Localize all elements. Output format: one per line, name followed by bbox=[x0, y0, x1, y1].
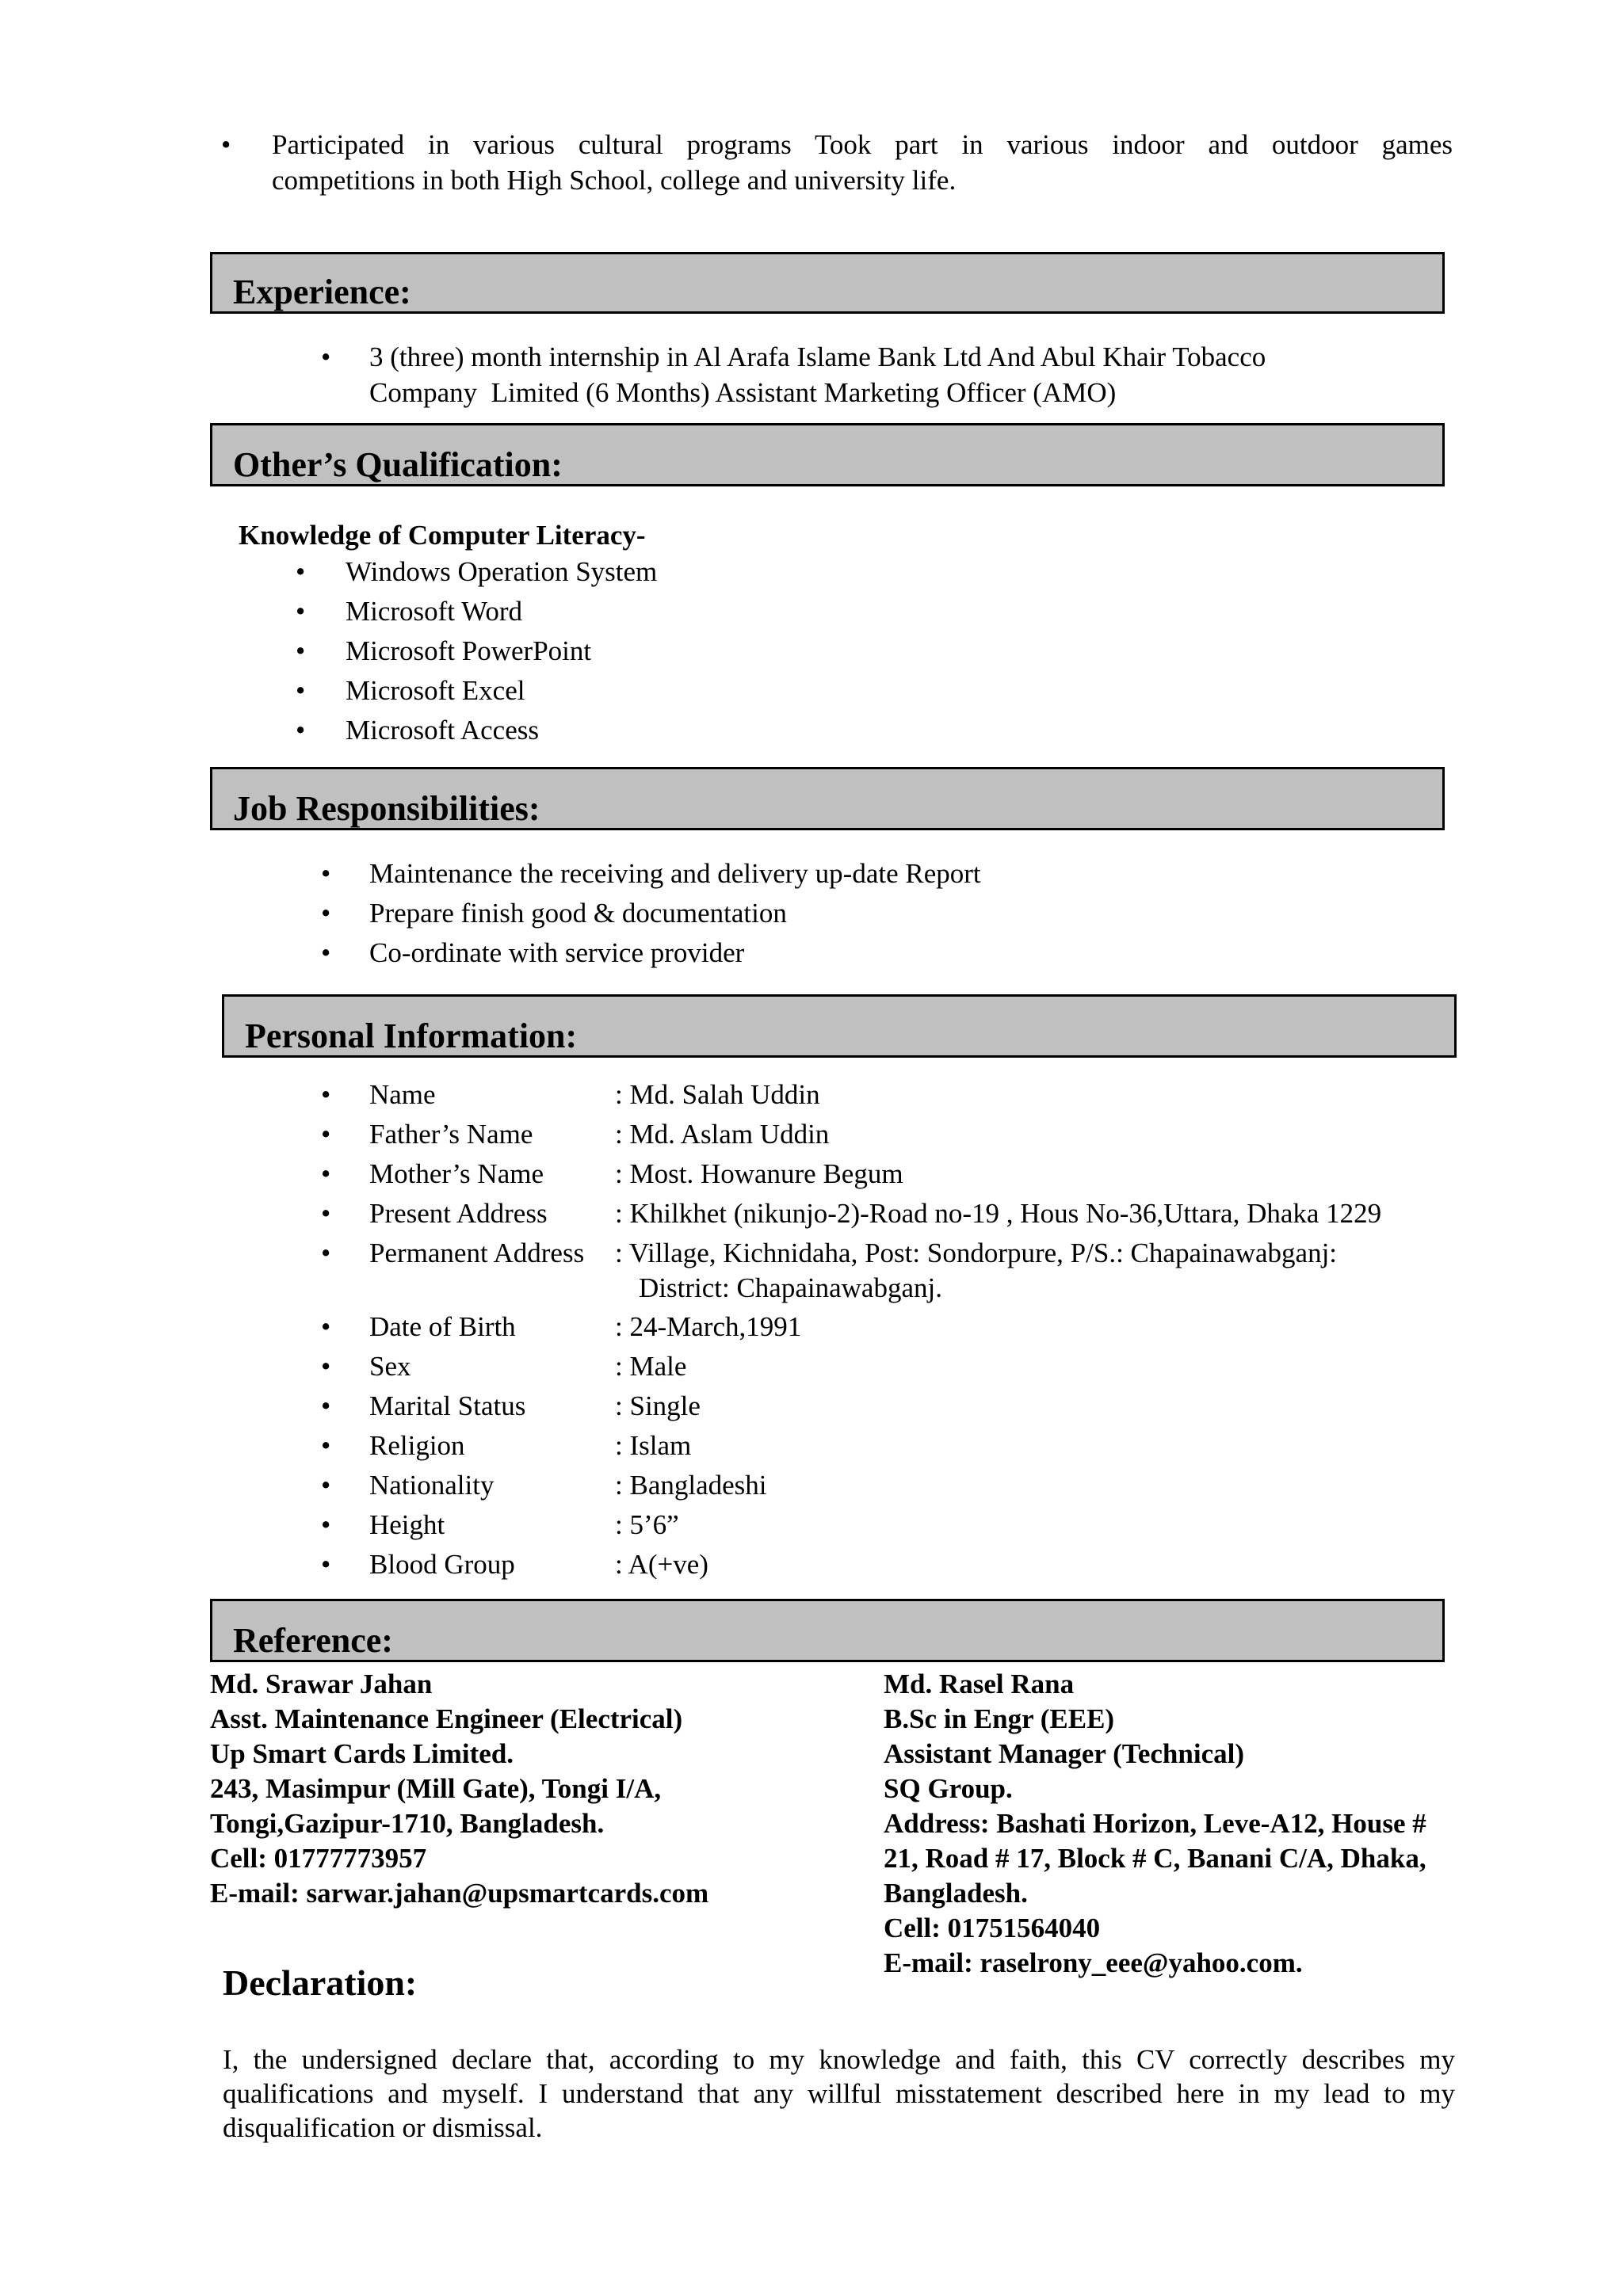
reference-left bbox=[210, 1667, 708, 1911]
experience-line-2: Company Limited (6 Months) Assistant Marketing Officer (AMO) bbox=[369, 377, 1117, 408]
reference-left-line: Cell: 01777773957 bbox=[210, 1843, 427, 1874]
job-responsibility-item-bullet: • bbox=[321, 858, 331, 889]
computer-skill-item: Microsoft Access bbox=[346, 715, 539, 746]
reference-left-line: Up Smart Cards Limited. bbox=[210, 1738, 514, 1769]
personal-info-value: : Male bbox=[615, 1351, 687, 1382]
personal-info-value: : A(+ve) bbox=[615, 1549, 708, 1580]
personal-info-label: Height bbox=[369, 1509, 445, 1540]
personal-info-bullet: • bbox=[321, 1238, 331, 1268]
computer-skill-item: Microsoft PowerPoint bbox=[346, 635, 592, 666]
personal-info-bullet: • bbox=[321, 1351, 331, 1382]
personal-title: Personal Information: bbox=[245, 1016, 578, 1055]
personal-header bbox=[222, 994, 1457, 1058]
reference-left-line: E-mail: sarwar.jahan@upsmartcards.com bbox=[210, 1878, 709, 1909]
activities-line-2: competitions in both High School, college and university life. bbox=[272, 165, 957, 196]
reference-right-line: Assistant Manager (Technical) bbox=[884, 1738, 1244, 1769]
personal-info-value: : Bangladeshi bbox=[615, 1470, 767, 1501]
personal-info-bullet: • bbox=[321, 1430, 331, 1461]
declaration-line-3: disqualification or dismissal. bbox=[223, 2112, 543, 2143]
personal-info-value: : Khilkhet (nikunjo-2)-Road no-19 , Hous No-36,Uttara, Dhaka 1229 bbox=[615, 1198, 1382, 1229]
reference-right-line: E-mail: raselrony_eee@yahoo.com. bbox=[884, 1947, 1303, 1978]
personal-info-bullet: • bbox=[321, 1549, 331, 1580]
reference-left-line: Asst. Maintenance Engineer (Electrical) bbox=[210, 1703, 683, 1734]
computer-skill-item-bullet: • bbox=[296, 596, 306, 627]
reference-right-line: Md. Rasel Rana bbox=[884, 1669, 1075, 1699]
personal-info-value: : 5’6” bbox=[615, 1509, 679, 1540]
personal-info-value: : 24-March,1991 bbox=[615, 1311, 802, 1342]
reference-right bbox=[884, 1667, 1426, 1981]
job-header bbox=[210, 767, 1445, 830]
personal-info-value: : Md. Aslam Uddin bbox=[615, 1119, 830, 1150]
personal-info-label: Nationality bbox=[369, 1470, 495, 1501]
job-responsibility-item-bullet: • bbox=[321, 937, 331, 968]
personal-info-bullet: • bbox=[321, 1119, 331, 1150]
computer-literacy-subtitle: Knowledge of Computer Literacy- bbox=[239, 520, 646, 551]
personal-info-bullet: • bbox=[321, 1158, 331, 1189]
personal-info-bullet: • bbox=[321, 1390, 331, 1421]
personal-info-value: : Single bbox=[615, 1390, 701, 1421]
reference-right-line: Address: Bashati Horizon, Leve-A12, House # bbox=[884, 1808, 1426, 1839]
personal-info-value-continued: District: Chapainawabganj. bbox=[639, 1272, 942, 1303]
personal-info-label: Date of Birth bbox=[369, 1311, 516, 1342]
reference-left-line: Md. Srawar Jahan bbox=[210, 1669, 433, 1699]
experience-title: Experience: bbox=[233, 273, 411, 311]
reference-right-line: SQ Group. bbox=[884, 1773, 1013, 1804]
declaration-line-2: qualifications and myself. I understand that any willful misstatement described here in my lead to my bbox=[223, 2078, 1455, 2109]
personal-info-value: : Islam bbox=[615, 1430, 692, 1461]
declaration-title: Declaration: bbox=[223, 1962, 418, 2003]
activities-line-1: Participated in various cultural programs Took part in various indoor and outdoor games bbox=[272, 129, 1453, 160]
personal-info-label: Sex bbox=[369, 1351, 411, 1382]
reference-left-line: Tongi,Gazipur-1710, Bangladesh. bbox=[210, 1808, 605, 1839]
personal-info-bullet: • bbox=[321, 1509, 331, 1540]
reference-left-line: 243, Masimpur (Mill Gate), Tongi I/A, bbox=[210, 1773, 662, 1804]
experience-bullet: • bbox=[321, 341, 331, 372]
activities-bullet: • bbox=[221, 129, 231, 160]
reference-right-line: Bangladesh. bbox=[884, 1878, 1028, 1909]
computer-skill-item-bullet: • bbox=[296, 675, 306, 706]
computer-skill-item-bullet: • bbox=[296, 715, 306, 746]
job-title: Job Responsibilities: bbox=[233, 789, 540, 828]
qualification-title: Other’s Qualification: bbox=[233, 445, 563, 484]
personal-info-label: Present Address bbox=[369, 1198, 548, 1229]
personal-info-bullet: • bbox=[321, 1198, 331, 1229]
experience-header bbox=[210, 252, 1445, 314]
job-responsibility-item: Prepare finish good & documentation bbox=[369, 898, 787, 929]
reference-header bbox=[210, 1599, 1445, 1662]
computer-skill-item: Microsoft Word bbox=[346, 596, 523, 627]
qualification-header bbox=[210, 423, 1445, 486]
job-responsibility-item: Co-ordinate with service provider bbox=[369, 937, 745, 968]
reference-right-line: B.Sc in Engr (EEE) bbox=[884, 1703, 1115, 1734]
declaration-line-1: I, the undersigned declare that, according to my knowledge and faith, this CV correctly describes my bbox=[223, 2044, 1455, 2075]
computer-skill-item: Windows Operation System bbox=[346, 556, 658, 587]
job-responsibility-item-bullet: • bbox=[321, 898, 331, 929]
reference-title: Reference: bbox=[233, 1621, 393, 1660]
personal-info-label: Religion bbox=[369, 1430, 465, 1461]
computer-skill-item: Microsoft Excel bbox=[346, 675, 525, 706]
personal-info-bullet: • bbox=[321, 1470, 331, 1501]
personal-info-value: : Md. Salah Uddin bbox=[615, 1079, 820, 1110]
reference-right-line: 21, Road # 17, Block # C, Banani C/A, Dhaka, bbox=[884, 1843, 1426, 1874]
personal-info-bullet: • bbox=[321, 1311, 331, 1342]
experience-line-1: 3 (three) month internship in Al Arafa Islame Bank Ltd And Abul Khair Tobacco bbox=[369, 341, 1266, 372]
computer-skill-item-bullet: • bbox=[296, 556, 306, 587]
personal-info-label: Mother’s Name bbox=[369, 1158, 544, 1189]
job-responsibility-item: Maintenance the receiving and delivery up-date Report bbox=[369, 858, 981, 889]
personal-info-label: Permanent Address bbox=[369, 1238, 585, 1268]
personal-info-label: Father’s Name bbox=[369, 1119, 533, 1150]
personal-info-value: : Village, Kichnidaha, Post: Sondorpure, P/S.: Chapainawabganj: bbox=[615, 1238, 1338, 1268]
personal-info-bullet: • bbox=[321, 1079, 331, 1110]
reference-right-line: Cell: 01751564040 bbox=[884, 1913, 1101, 1943]
computer-skill-item-bullet: • bbox=[296, 635, 306, 666]
personal-info-label: Name bbox=[369, 1079, 436, 1110]
personal-info-value: : Most. Howanure Begum bbox=[615, 1158, 903, 1189]
personal-info-label: Blood Group bbox=[369, 1549, 515, 1580]
personal-info-label: Marital Status bbox=[369, 1390, 526, 1421]
